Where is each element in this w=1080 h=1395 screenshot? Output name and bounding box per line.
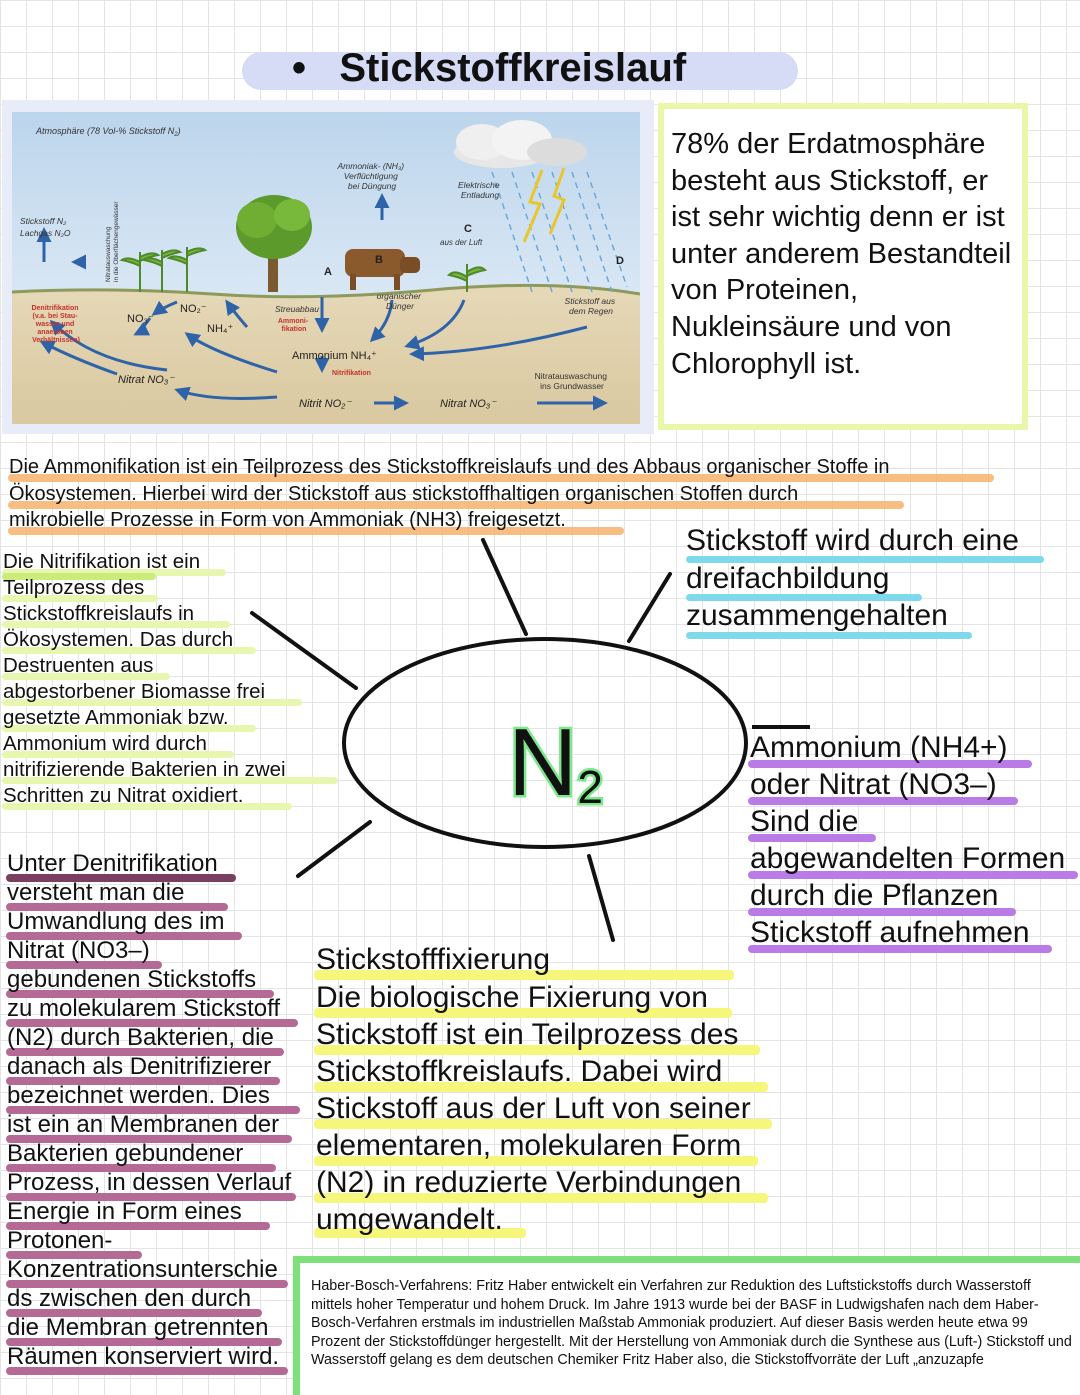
denitrification-line: bezeichnet werden. Dies bbox=[7, 1082, 270, 1109]
atmosphere-label: Atmosphäre (78 Vol-% Stickstoff $N_2$) bbox=[36, 126, 181, 138]
runoff-label: Nitratauswaschung in die Oberflächengewässer bbox=[105, 201, 120, 282]
denitrification-line: ist ein an Membranen der bbox=[7, 1111, 280, 1138]
denitrification-line: Umwandlung des im bbox=[7, 908, 225, 935]
fixation-line: elementaren, molekularen Form bbox=[316, 1129, 742, 1162]
denitrification-label: Denitrifikation (v.a. bei Stau- wasser und anaeroben Verhältnissen) bbox=[31, 305, 80, 344]
denitrification-line: Unter Denitrifikation bbox=[7, 850, 218, 877]
gases-label: Stickstoff N₂ Lachgas N₂O bbox=[20, 216, 71, 238]
label-d: D bbox=[616, 255, 624, 267]
denitrification-line: danach als Denitrifizierer bbox=[7, 1053, 272, 1080]
nitrate-left-label: Nitrat NO₃⁻ bbox=[118, 374, 175, 386]
label-c-sub: aus der Luft bbox=[440, 238, 483, 247]
n2-symbol: N2 bbox=[508, 709, 603, 816]
ammonification-label: Ammoni- fikation bbox=[277, 318, 309, 333]
rain-nitrogen-label: Stickstoff aus dem Regen bbox=[564, 296, 616, 316]
fixation-line: Stickstoffkreislaufs. Dabei wird bbox=[316, 1055, 723, 1088]
nitrification-line: abgestorbener Biomasse frei bbox=[3, 680, 266, 703]
label-b: B bbox=[375, 254, 383, 266]
organic-fertilizer-label: organischer Dünger bbox=[376, 291, 422, 311]
denitrification-line: ds zwischen den durch bbox=[7, 1285, 252, 1312]
nitrification-line: nitrifizierende Bakterien in zwei bbox=[3, 758, 286, 781]
ammonification-line: Ökosystemen. Hierbei wird der Stickstoff aus stickstoffhaltigen organischen Stoffen durch bbox=[9, 483, 799, 505]
label-c: C bbox=[464, 223, 472, 235]
label-a: A bbox=[324, 266, 332, 278]
denitrification-line: die Membran getrennten bbox=[7, 1314, 269, 1341]
nh4-label: NH₄⁺ bbox=[207, 323, 234, 335]
fixation-line: Stickstoff aus der Luft von seiner bbox=[316, 1092, 751, 1125]
uptake-line: durch die Pflanzen bbox=[750, 879, 999, 912]
uptake-line: Ammonium (NH4+) bbox=[750, 731, 1008, 764]
nitrification-line: gesetzte Ammoniak bzw. bbox=[3, 706, 229, 729]
denitrification-line: Bakterien gebundener bbox=[7, 1140, 244, 1167]
denitrification-line: Protonen- bbox=[7, 1227, 113, 1254]
nitrification-line: Destruenten aus bbox=[3, 654, 154, 677]
no3-left-label: NO₃⁻ bbox=[127, 313, 154, 325]
nitrification-line: Ökosystemen. Das durch bbox=[3, 628, 234, 651]
groundwater-label: Nitratauswaschung ins Grundwasser bbox=[534, 371, 607, 391]
denitrification-line: zu molekularem Stickstoff bbox=[7, 995, 280, 1022]
denitrification-line: Räumen konserviert wird. bbox=[7, 1343, 280, 1370]
fixation-line: (N2) in reduzierte Verbindungen bbox=[316, 1166, 742, 1199]
haber-bosch-text: Haber-Bosch-Verfahrens: Fritz Haber entwickelt ein Verfahren zur Reduktion des Luftstickstoffs durch Wasserstoff mittels hoher Temperatur und hohem Druck. Im Jahre 1913 wurde bei der BASF in Ludwigshafen nach dem Haber-Bosch-Verfahren erstmals im industriellen Maßstab Ammoniak produziert. Auf dieser Basis werden heute etwa 99 Prozent der Stickstoffdünger hergestellt. Mit der Herstellung von Ammoniak durch die Synthese aus (Luft-) Stickstoff und Wasserstoff gelang es dem deutschen Chemiker Fritz Haber also, die Stickstoffvorräte der Luft „anzuzapfe bbox=[311, 1278, 1072, 1369]
denitrification-line: gebundenen Stickstoffs bbox=[7, 966, 257, 993]
denitrification-line: Nitrat (NO3–) bbox=[7, 937, 150, 964]
nitrification-line: Teilprozess des bbox=[3, 576, 145, 599]
fixation-line: Stickstoff ist ein Teilprozess des bbox=[316, 1018, 739, 1051]
denitrification-line: versteht man die bbox=[7, 879, 185, 906]
fixation-line: umgewandelt. bbox=[316, 1203, 503, 1236]
no2-label: NO₂⁻ bbox=[180, 303, 207, 315]
nitrate-right-label: Nitrat NO₃⁻ bbox=[440, 398, 497, 410]
nitrification-line: Stickstoffkreislaufs in bbox=[3, 602, 195, 625]
uptake-line: Stickstoff aufnehmen bbox=[750, 916, 1030, 949]
denitrification-line: Prozess, in dessen Verlauf bbox=[7, 1169, 292, 1196]
nitrification-label: Nitrifikation bbox=[332, 370, 371, 377]
ammonification-line: Die Ammonifikation ist ein Teilprozess des Stickstoffkreislaufs und des Abbaus organischer Stoffe in bbox=[9, 456, 890, 478]
denitrification-line: Konzentrationsunterschie bbox=[7, 1256, 278, 1283]
info-text: 78% der Erdatmosphäre besteht aus Stickstoff, er ist sehr wichtig denn er ist unter anderem Bestandteil von Proteinen, Nukleinsäure und von Chlorophyll ist. bbox=[671, 128, 1012, 380]
lightning-label: Elektrische Entladung bbox=[458, 180, 500, 200]
title-bullet: • bbox=[292, 46, 307, 90]
litter-label: Streuabbau bbox=[275, 304, 319, 314]
uptake-line: Sind die bbox=[750, 805, 859, 838]
uptake-line: oder Nitrat (NO3–) bbox=[750, 768, 997, 801]
triple-bond-line: zusammengehalten bbox=[686, 599, 948, 632]
nitrification-line: Schritten zu Nitrat oxidiert. bbox=[3, 784, 244, 807]
connector-line bbox=[752, 725, 810, 729]
sun-rays bbox=[252, 540, 670, 940]
triple-bond-line: Stickstoff wird durch eine bbox=[686, 524, 1019, 557]
ammonia-volatilization-label: Ammoniak- (NH₃) Verflüchtigung bei Düngung bbox=[337, 161, 405, 191]
title-text: Stickstoffkreislauf bbox=[339, 46, 687, 90]
nitrification-line: Ammonium wird durch bbox=[3, 732, 207, 755]
ammonification-line: mikrobielle Prozesse in Form von Ammoniak (NH3) freigesetzt. bbox=[9, 509, 566, 531]
denitrification-line: Energie in Form eines bbox=[7, 1198, 242, 1225]
nitrification-line: Die Nitrifikation ist ein bbox=[3, 550, 201, 573]
denitrification-line: (N2) durch Bakterien, die bbox=[7, 1024, 274, 1051]
fixation-line: Die biologische Fixierung von bbox=[316, 981, 708, 1014]
fixation-heading: Stickstofffixierung bbox=[316, 943, 551, 976]
uptake-line: abgewandelten Formen bbox=[750, 842, 1066, 875]
ammonium-label: Ammonium NH₄⁺ bbox=[292, 350, 377, 362]
triple-bond-line: dreifachbildung bbox=[686, 562, 890, 595]
nitrite-label: Nitrit NO₂⁻ bbox=[299, 398, 352, 410]
